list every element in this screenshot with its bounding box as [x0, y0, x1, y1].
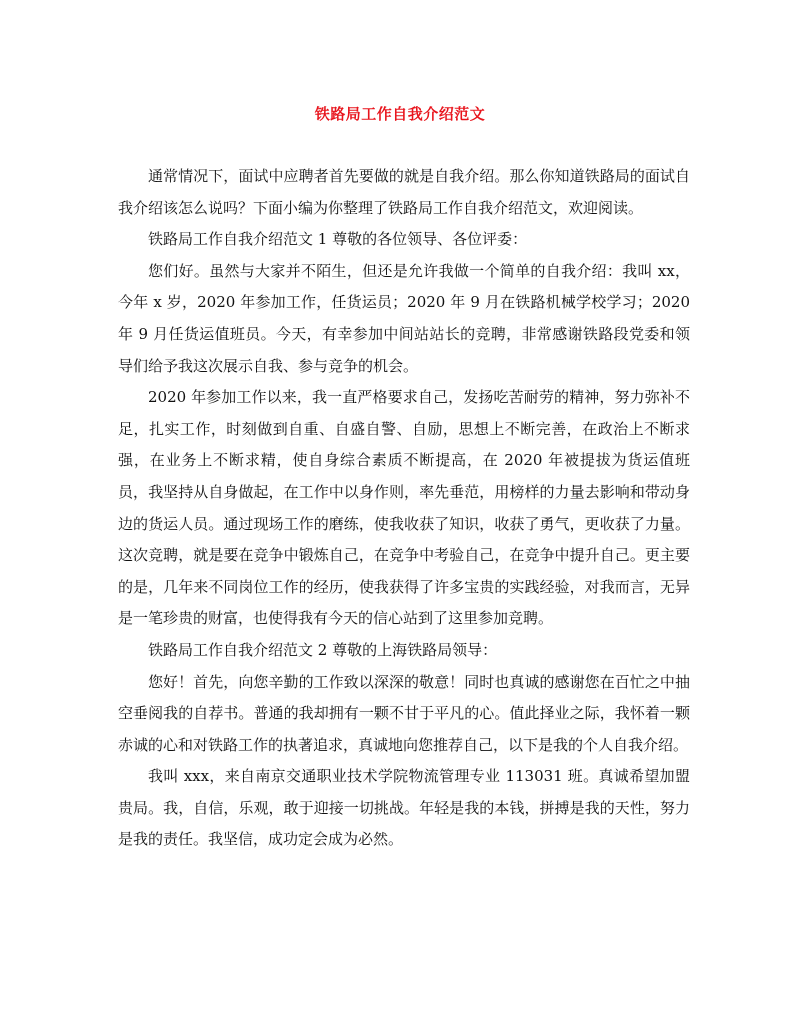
paragraph-sample-2-body: 我叫 xxx，来自南京交通职业技术学院物流管理专业 113031 班。真诚希望加盟贵局。我，自信，乐观，敢于迎接一切挑战。年轻是我的本钱，拼搏是我的天性，努力是我的责任。我坚信，成功定会成为必然。 [118, 767, 690, 849]
document-body [118, 161, 690, 856]
paragraph-sample-1-heading: 铁路局工作自我介绍范文 1 尊敬的各位领导、各位评委： [148, 230, 528, 249]
paragraph-sample-1-body: 2020 年参加工作以来，我一直严格要求自己，发扬吃苦耐劳的精神，努力弥补不足，扎实工作，时刻做到自重、自盛自警、自励，思想上不断完善，在政治上不断求强，在业务上不断求精，使自身综合素质不断提高，在 2020 年被提拔为货运值班员，我坚持从自身做起，在工作中以身作则，率先垂范，用榜样的力量去影响和带动身边的货运人员。通过现场工作的磨练，使我收获了知识，收获了勇气，更收获了力量。这次竞聘，就是要在竞争中锻炼自己，在竞争中考验自己，在竞争中提升自己。更主要的是，几年来不同岗位工作的经历，使我获得了许多宝贵的实践经验，对我而言，无异是一笔珍贵的财富，也使得我有今天的信心站到了这里参加竞聘。 [118, 388, 690, 628]
paragraph-sample-2-greeting: 您好！首先，向您辛勤的工作致以深深的敬意！同时也真诚的感谢您在百忙之中抽空垂阅我的自荐书。普通的我却拥有一颗不甘于平凡的心。值此择业之际，我怀着一颗赤诚的心和对铁路工作的执著追求，真诚地向您推荐自己，以下是我的个人自我介绍。 [118, 672, 690, 754]
paragraph-intro: 通常情况下，面试中应聘者首先要做的就是自我介绍。那么你知道铁路局的面试自我介绍该怎么说吗？下面小编为你整理了铁路局工作自我介绍范文，欢迎阅读。 [118, 167, 690, 217]
paragraph-sample-2-heading: 铁路局工作自我介绍范文 2 尊敬的上海铁路局领导： [148, 640, 498, 659]
paragraph-sample-1-greeting: 您们好。虽然与大家并不陌生，但还是允许我做一个简单的自我介绍：我叫 xx，今年 x 岁，2020 年参加工作，任货运员；2020 年 9 月在铁路机械学校学习；2020 年 9 月任货运值班员。今天，有幸参加中间站站长的竞聘，非常感谢铁路段党委和领导们给予我这次展示自我、参与竞争的机会。 [118, 261, 690, 375]
page-title: 铁路局工作自我介绍范文 [314, 105, 486, 123]
